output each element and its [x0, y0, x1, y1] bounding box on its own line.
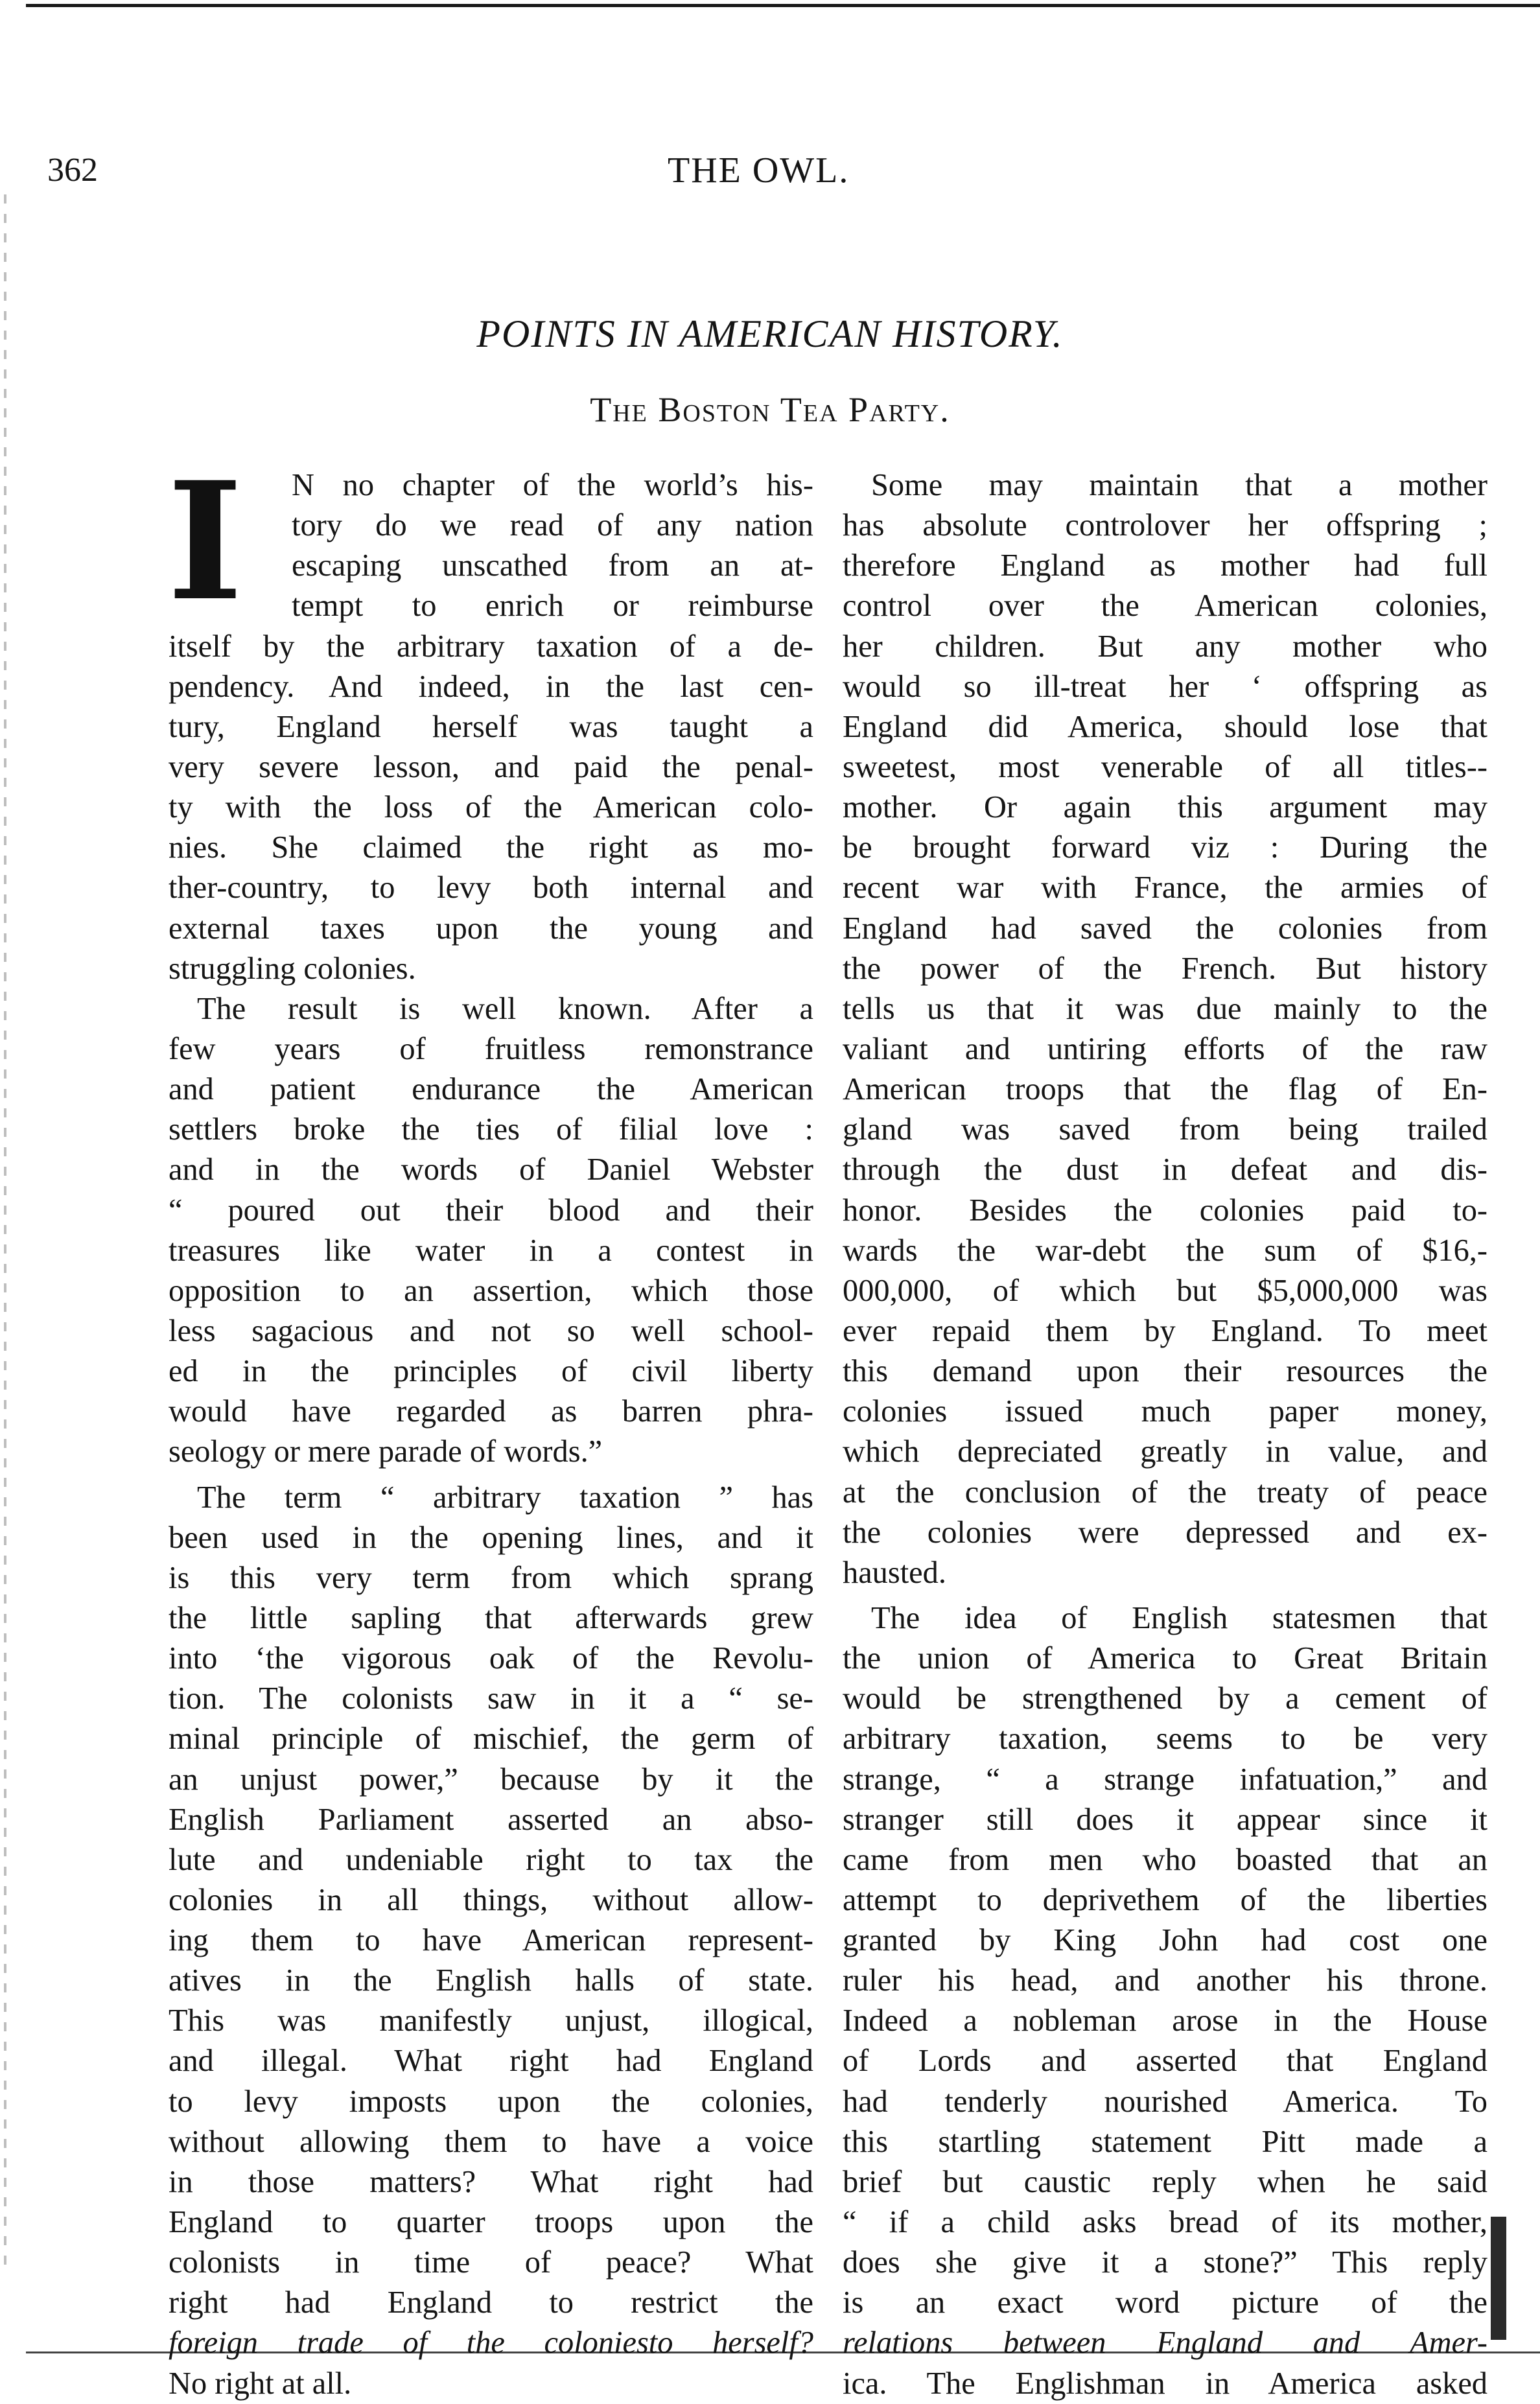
text-line: at the conclusion of the treaty of peace [843, 1475, 1488, 1510]
text-line: colonies issued much paper money, [843, 1394, 1488, 1429]
text-line: external taxes upon the young and [169, 911, 813, 946]
text-line: is this very term from which sprang [169, 1560, 813, 1595]
text-line: tory do we read of any nation [292, 508, 813, 543]
text-line: the power of the French. But history [843, 951, 1488, 986]
text-line: stranger still does it appear since it [843, 1802, 1488, 1837]
text-line: and in the words of Daniel Webster [169, 1152, 813, 1187]
text-line: honor. Besides the colonies paid to- [843, 1193, 1488, 1228]
text-line: to levy imposts upon the colonies, [169, 2084, 813, 2119]
text-line: does she give it a stone?” This reply [843, 2245, 1488, 2280]
text-line: ing them to have American represent- [169, 1923, 813, 1958]
text-line: ed in the principles of civil liberty [169, 1354, 813, 1389]
text-line: ica. The Englishman in America asked [843, 2366, 1488, 2401]
text-line: The term “ arbitrary taxation ” has [197, 1480, 813, 1515]
text-line: her children. But any mother who [843, 629, 1488, 664]
text-line: control over the American colonies, [843, 589, 1488, 624]
text-line: colonies in all things, without allow- [169, 1882, 813, 1917]
drop-cap: I [167, 446, 243, 636]
text-line: Indeed a nobleman arose in the House [843, 2003, 1488, 2038]
text-line: valiant and untiring efforts of the raw [843, 1031, 1488, 1066]
text-line: pendency. And indeed, in the last cen- [169, 669, 813, 704]
text-line: “ poured out their blood and their [169, 1193, 813, 1228]
text-line: came from men who boasted that an [843, 1842, 1488, 1877]
text-line: has absolute controlover her offspring ; [843, 508, 1488, 543]
text-line: England had saved the colonies from [843, 911, 1488, 946]
running-head: THE OWL. [668, 150, 850, 191]
text-line: tury, England herself was taught a [169, 709, 813, 744]
right-column [843, 465, 1488, 2404]
text-line: “ if a child asks bread of its mother, [843, 2205, 1488, 2240]
text-line: escaping unscathed from an at- [292, 548, 813, 583]
text-line: recent war with France, the armies of [843, 870, 1488, 905]
text-line: N no chapter of the world’s his- [292, 468, 813, 502]
text-line: ruler his head, and another his throne. [843, 1963, 1488, 1998]
text-line: atives in the English halls of state. [169, 1963, 813, 1998]
text-line: would have regarded as barren phra- [169, 1394, 813, 1429]
text-line: attempt to deprivethem of the liberties [843, 1882, 1488, 1917]
text-line: treasures like water in a contest in [169, 1233, 813, 1268]
text-line: hausted. [843, 1555, 946, 1590]
text-line: in those matters? What right had [169, 2164, 813, 2199]
text-line: seology or mere parade of words.” [169, 1434, 603, 1469]
text-line: opposition to an assertion, which those [169, 1273, 813, 1308]
text-line: nies. She claimed the right as mo- [169, 830, 813, 865]
text-line: the little sapling that afterwards grew [169, 1600, 813, 1635]
text-line: The result is well known. After a [197, 991, 813, 1026]
text-line: gland was saved from being trailed [843, 1112, 1488, 1147]
text-line: ever repaid them by England. To meet [843, 1313, 1488, 1348]
text-line: lute and undeniable right to tax the [169, 1842, 813, 1877]
text-line: 000,000, of which but $5,000,000 was [843, 1273, 1488, 1308]
page-left-edge-marks [4, 194, 6, 2269]
text-line: few years of fruitless remonstrance [169, 1031, 813, 1066]
text-line: and illegal. What right had England [169, 2044, 813, 2079]
page-binding-mark [1491, 2217, 1506, 2340]
page-number: 362 [47, 152, 98, 189]
text-line: mother. Or again this argument may [843, 790, 1488, 825]
text-line: ther-country, to levy both internal and [169, 870, 813, 905]
text-line: Some may maintain that a mother [871, 468, 1488, 502]
text-line: American troops that the flag of En- [843, 1072, 1488, 1107]
text-line: England did America, should lose that [843, 709, 1488, 744]
text-line: colonists in time of peace? What [169, 2245, 813, 2280]
text-line: brief but caustic reply when he said [843, 2164, 1488, 2199]
text-line: been used in the opening lines, and it [169, 1520, 813, 1555]
text-line: foreign trade of the coloniesto herself? [169, 2326, 813, 2361]
text-line: which depreciated greatly in value, and [843, 1434, 1488, 1469]
article-title: POINTS IN AMERICAN HISTORY. [476, 312, 1064, 355]
text-line: arbitrary taxation, seems to be very [843, 1721, 1488, 1756]
text-line: wards the war-debt the sum of $16,- [843, 1233, 1488, 1268]
text-line: struggling colonies. [169, 951, 416, 986]
text-line: through the dust in defeat and dis- [843, 1152, 1488, 1187]
text-line: granted by King John had cost one [843, 1923, 1488, 1958]
text-line: tion. The colonists saw in it a “ se- [169, 1681, 813, 1716]
text-line: had tenderly nourished America. To [843, 2084, 1488, 2119]
text-line: England to quarter troops upon the [169, 2205, 813, 2240]
text-line: the union of America to Great Britain [843, 1641, 1488, 1676]
text-line: The idea of English statesmen that [871, 1600, 1488, 1635]
text-line: would be strengthened by a cement of [843, 1681, 1488, 1716]
text-line: and patient endurance the American [169, 1072, 813, 1107]
text-line: settlers broke the ties of filial love : [169, 1112, 813, 1147]
text-line: of Lords and asserted that England [843, 2044, 1488, 2079]
text-line: without allowing them to have a voice [169, 2124, 813, 2159]
page-top-rule [26, 4, 1540, 7]
text-line: strange, “ a strange infatuation,” and [843, 1762, 1488, 1797]
text-line: right had England to restrict the [169, 2285, 813, 2320]
text-line: itself by the arbitrary taxation of a de- [169, 629, 813, 664]
text-line: tells us that it was due mainly to the [843, 991, 1488, 1026]
text-line: less sagacious and not so well school- [169, 1313, 813, 1348]
text-line: minal principle of mischief, the germ of [169, 1721, 813, 1756]
text-line: be brought forward viz : During the [843, 830, 1488, 865]
text-line: an unjust power,” because by it the [169, 1762, 813, 1797]
text-line: No right at all. [169, 2366, 352, 2401]
text-line: sweetest, most venerable of all titles-- [843, 749, 1488, 784]
text-line: ty with the loss of the American colo- [169, 790, 813, 825]
text-line: tempt to enrich or reimburse [292, 589, 813, 624]
text-line: relations between England and Amer- [843, 2326, 1488, 2361]
text-line: would so ill-treat her ‘ offspring as [843, 669, 1488, 704]
article-subtitle: The Boston Tea Party. [590, 390, 950, 429]
text-line: very severe lesson, and paid the penal- [169, 749, 813, 784]
text-line: This was manifestly unjust, illogical, [169, 2003, 813, 2038]
text-line: is an exact word picture of the [843, 2285, 1488, 2320]
text-line: this demand upon their resources the [843, 1354, 1488, 1389]
text-line: into ‘the vigorous oak of the Revolu- [169, 1641, 813, 1676]
text-line: the colonies were depressed and ex- [843, 1515, 1488, 1550]
left-column [169, 465, 813, 2404]
text-line: therefore England as mother had full [843, 548, 1488, 583]
text-line: English Parliament asserted an abso- [169, 1802, 813, 1837]
text-line: this startling statement Pitt made a [843, 2124, 1488, 2159]
